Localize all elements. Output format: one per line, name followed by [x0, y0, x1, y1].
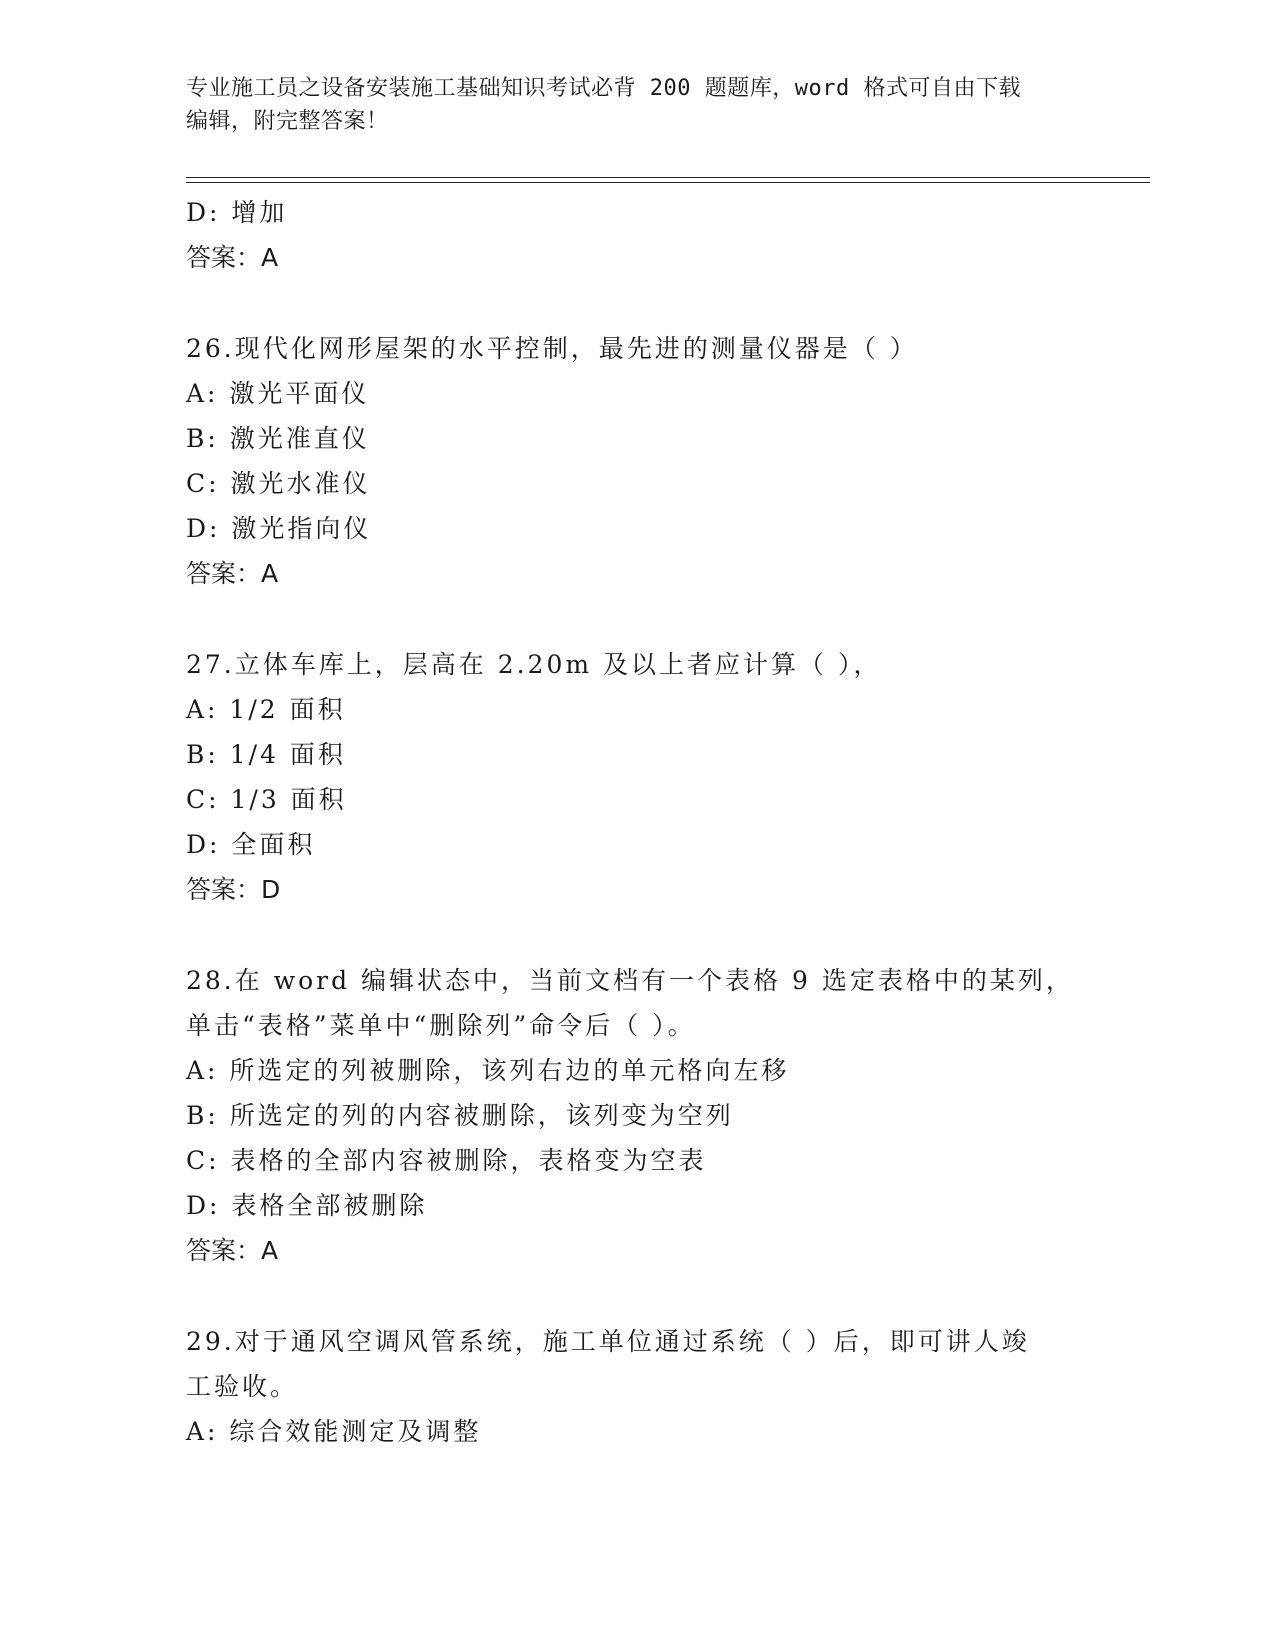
question-text-line1: 28.在 word 编辑状态中，当前文档有一个表格 9 选定表格中的某列， [186, 966, 1074, 995]
question-text-line1: 29.对于通风空调风管系统，施工单位通过系统（ ）后，即可讲人竣 [186, 1327, 1030, 1356]
answer-line: 答案：A [186, 243, 279, 272]
option-b: B: 所选定的列的内容被删除，该列变为空列 [186, 1101, 734, 1130]
question-text: 27.立体车库上，层高在 2.20m 及以上者应计算（ ）， [186, 650, 882, 679]
question-block-28 [186, 958, 1086, 1273]
question-block-27 [186, 642, 1086, 912]
option-d: D: 激光指向仪 [186, 514, 372, 543]
question-list [186, 190, 1086, 1454]
question-text-line2: 工验收。 [186, 1372, 299, 1401]
question-block-29 [186, 1319, 1086, 1454]
option-a: A: 所选定的列被删除，该列右边的单元格向左移 [186, 1056, 790, 1085]
answer-line: 答案：A [186, 559, 279, 588]
header-divider-bottom [186, 182, 1150, 183]
option-d: D: 表格全部被删除 [186, 1191, 428, 1220]
document-header [186, 72, 1086, 138]
option-b: B: 激光准直仪 [186, 424, 370, 453]
answer-line: 答案：A [186, 1236, 279, 1265]
option-d: D: 增加 [186, 198, 288, 227]
option-b: B: 1/4 面积 [186, 740, 346, 769]
question-block-26 [186, 326, 1086, 596]
option-a: A: 综合效能测定及调整 [186, 1417, 482, 1446]
option-a: A: 激光平面仪 [186, 379, 370, 408]
question-text: 26.现代化网形屋架的水平控制，最先进的测量仪器是（ ） [186, 334, 918, 363]
option-d: D: 全面积 [186, 830, 316, 859]
option-a: A: 1/2 面积 [186, 695, 346, 724]
option-c: C: 激光水准仪 [186, 469, 371, 498]
header-title-line1: 专业施工员之设备安装施工基础知识考试必背 200 题题库，word 格式可自由下载 [186, 76, 1021, 101]
question-block-25 [186, 190, 1086, 280]
header-divider-top [186, 177, 1150, 178]
question-text-line2: 单击“表格”菜单中“删除列”命令后（ ）。 [186, 1011, 696, 1040]
header-title-line2: 编辑，附完整答案！ [186, 109, 389, 134]
option-c: C: 1/3 面积 [186, 785, 347, 814]
answer-line: 答案：D [186, 875, 281, 904]
option-c: C: 表格的全部内容被删除，表格变为空表 [186, 1146, 707, 1175]
